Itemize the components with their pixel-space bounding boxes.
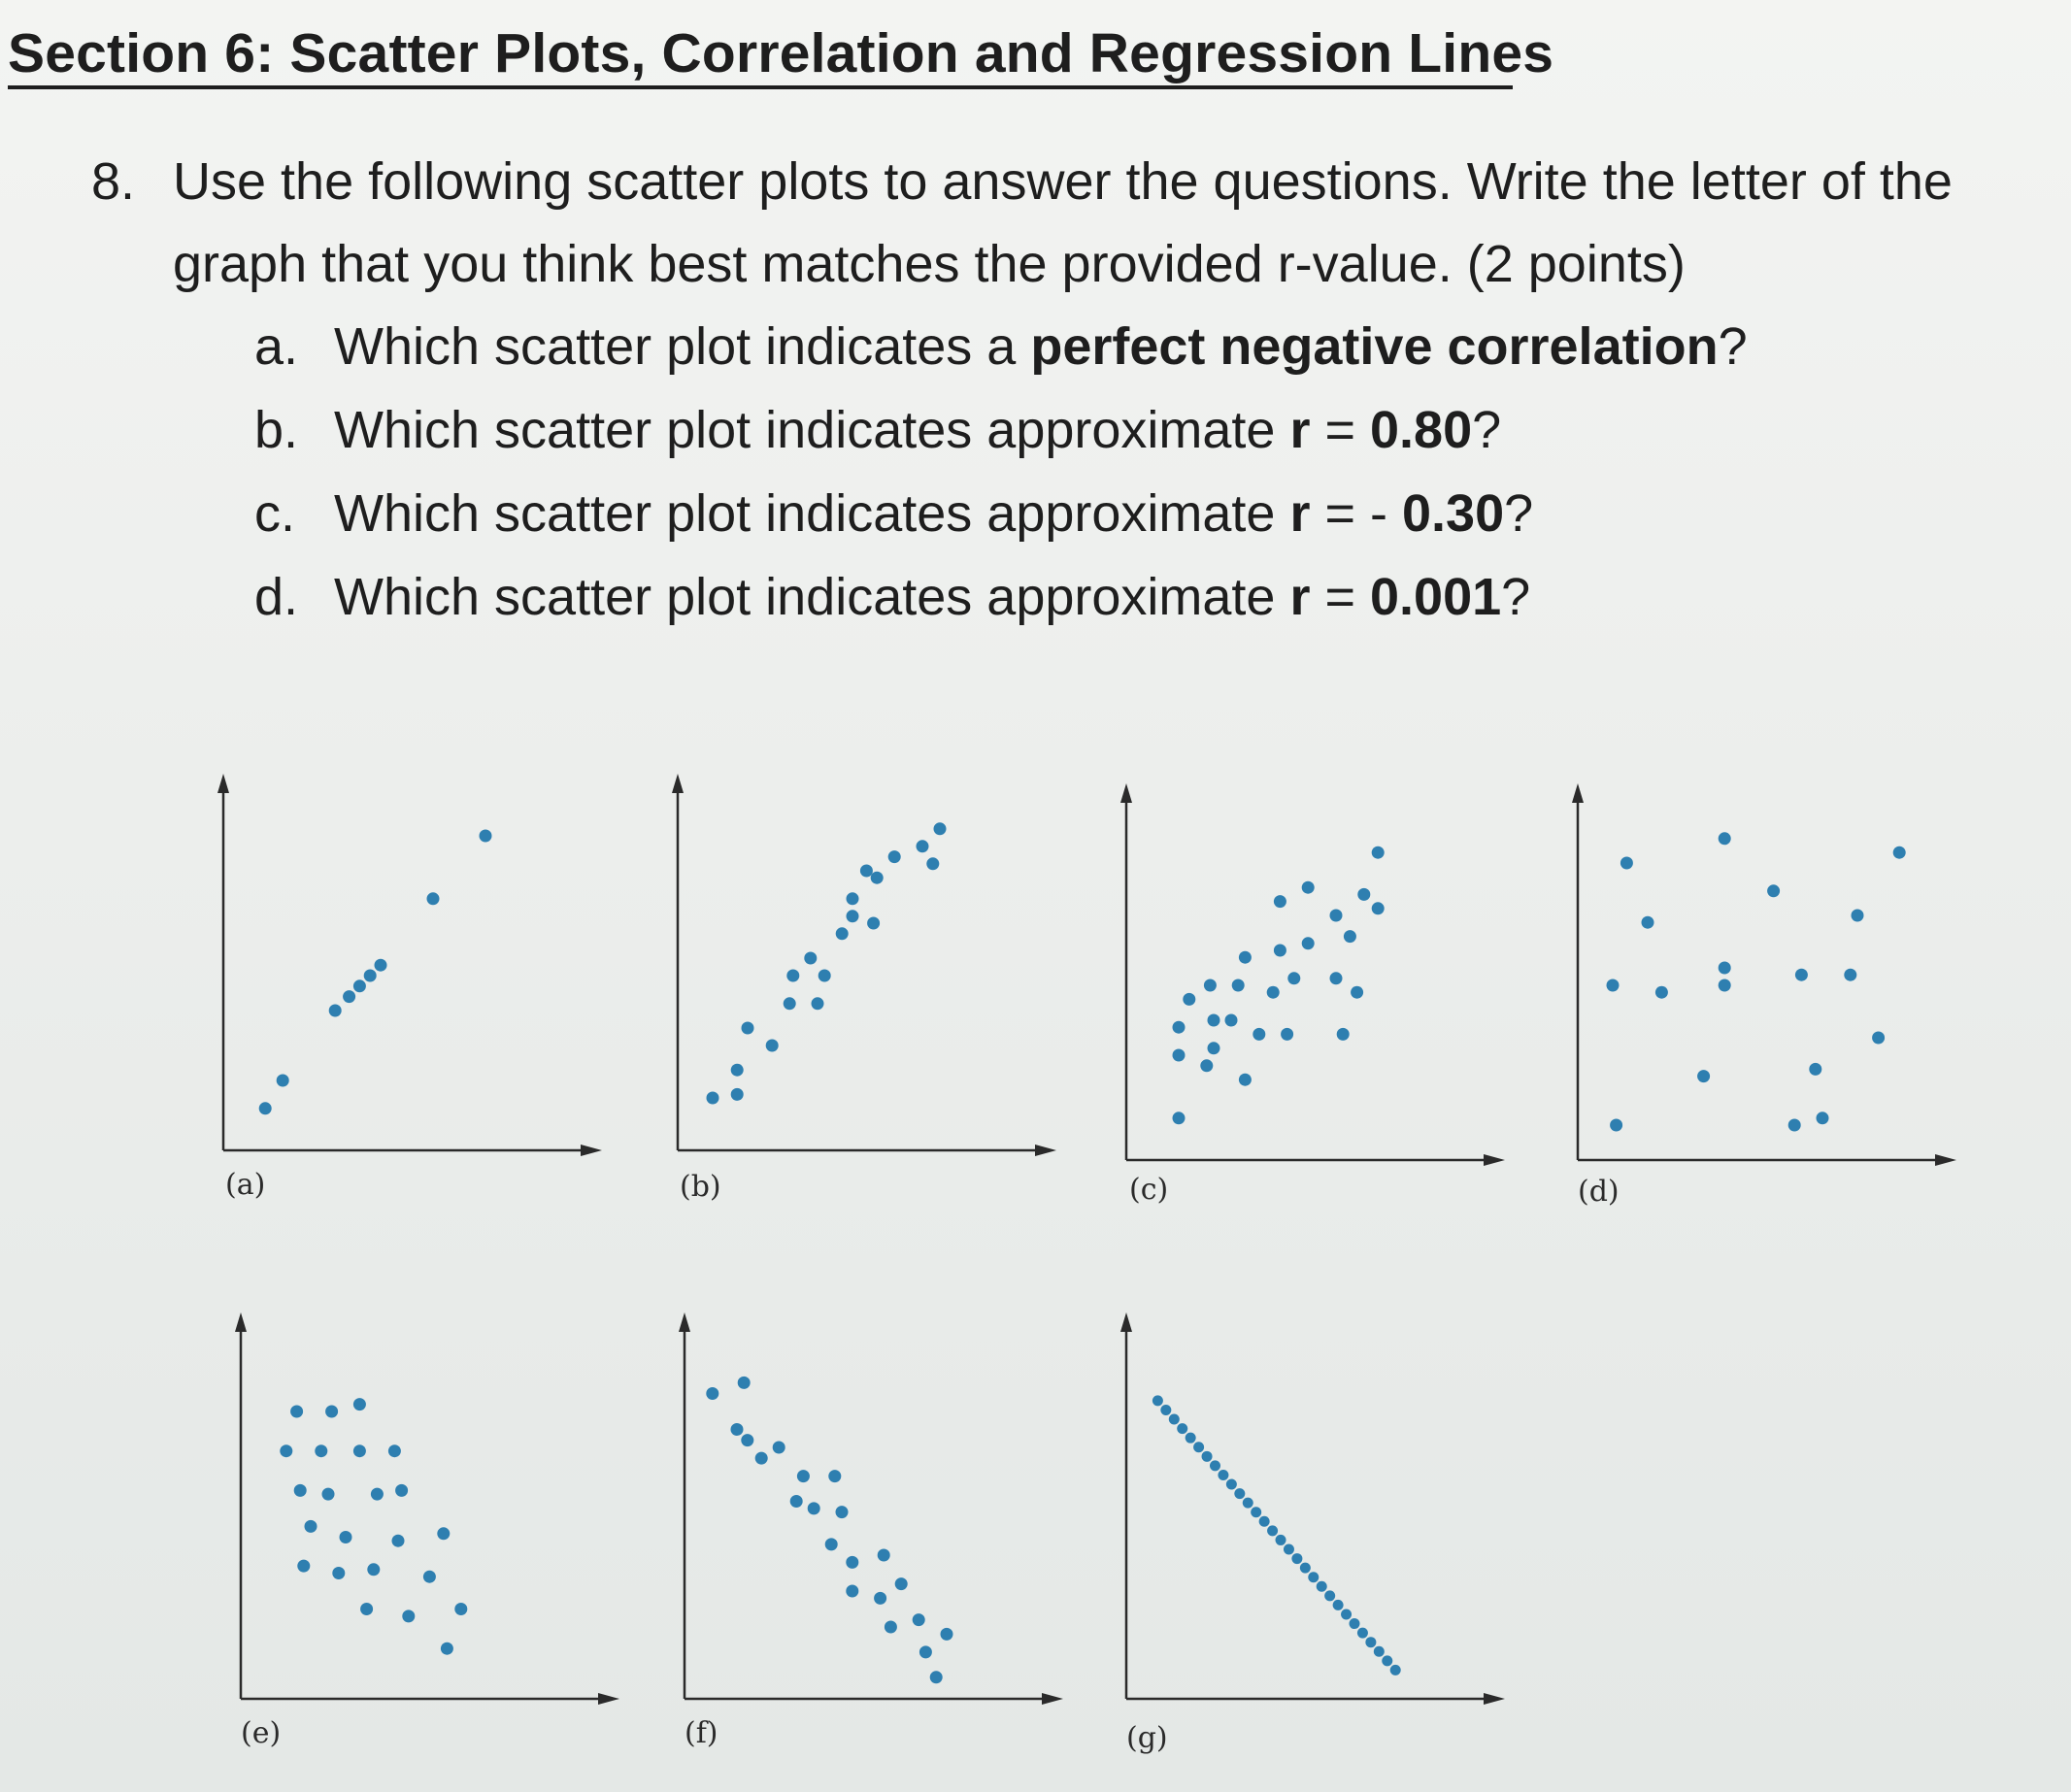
data-point [731, 1064, 744, 1077]
data-point [1317, 1581, 1327, 1592]
data-point [1719, 832, 1731, 845]
data-point [1253, 1028, 1265, 1041]
data-point [1809, 1063, 1821, 1076]
data-point [1372, 902, 1385, 914]
data-point [1719, 979, 1731, 992]
data-point [1202, 1451, 1213, 1462]
data-point [1169, 1414, 1180, 1425]
data-point [1274, 945, 1286, 957]
data-point [294, 1484, 307, 1497]
subquestion-end: ? [1504, 484, 1534, 543]
data-point [1177, 1423, 1187, 1434]
data-point [1620, 857, 1633, 870]
plot-label: (d) [1578, 1175, 1620, 1209]
data-point [1365, 1637, 1376, 1647]
data-point [895, 1577, 908, 1590]
plot-label: (b) [680, 1170, 721, 1204]
data-point [808, 1502, 820, 1514]
data-point [1225, 1014, 1238, 1027]
subquestion-letter: a. [254, 317, 299, 376]
scatter-plot-f [679, 1312, 1063, 1750]
data-point [1697, 1070, 1710, 1082]
data-point [1351, 986, 1363, 999]
data-point [329, 1005, 342, 1017]
x-axis-arrow [1484, 1693, 1505, 1705]
data-point [454, 1603, 467, 1615]
data-point [1291, 1553, 1302, 1564]
data-point [1226, 1479, 1237, 1490]
x-axis-arrow [1042, 1693, 1063, 1705]
data-point [332, 1567, 345, 1579]
data-point [1302, 937, 1315, 949]
data-point [1274, 895, 1286, 908]
data-point [1893, 846, 1906, 859]
subquestion-text: Which scatter plot indicates approximate [334, 484, 1290, 543]
data-point [1210, 1460, 1220, 1471]
data-point [1200, 1059, 1213, 1072]
scatter-plot-c [1120, 783, 1505, 1207]
data-point [1287, 972, 1300, 984]
data-point [1193, 1442, 1204, 1452]
data-point [375, 959, 387, 972]
data-point [1152, 1395, 1163, 1406]
r-value: 0.30 [1402, 484, 1505, 543]
subquestion-letter: b. [254, 401, 299, 459]
data-point [1607, 979, 1620, 992]
data-point [259, 1102, 272, 1114]
data-point [847, 910, 859, 922]
subquestion-letter: c. [254, 484, 296, 543]
data-point [1357, 1628, 1368, 1639]
section-title: Section 6: Scatter Plots, Correlation and Regression Lines [8, 22, 1554, 84]
data-point [1267, 986, 1280, 999]
plot-label: (a) [225, 1168, 266, 1202]
data-point [1642, 916, 1654, 929]
data-point [741, 1434, 753, 1446]
plot-label: (f) [685, 1716, 718, 1750]
data-point [437, 1527, 450, 1540]
r-symbol: r [1289, 568, 1311, 626]
data-point [340, 1531, 352, 1543]
x-axis-arrow [598, 1693, 619, 1705]
data-point [1767, 884, 1780, 897]
data-point [371, 1488, 384, 1501]
subquestion-text: Which scatter plot indicates approximate [334, 568, 1290, 626]
data-point [353, 1444, 366, 1457]
plot-label: (g) [1126, 1721, 1168, 1755]
subquestion-bold: perfect negative correlation [1030, 317, 1719, 376]
data-point [395, 1484, 408, 1497]
data-point [1160, 1405, 1171, 1415]
data-point [364, 970, 377, 982]
subquestion-end: ? [1501, 568, 1531, 626]
r-value: 0.80 [1370, 401, 1473, 459]
data-point [402, 1609, 415, 1622]
data-point [353, 979, 366, 992]
data-point [423, 1571, 436, 1583]
data-point [1239, 1074, 1252, 1086]
data-point [790, 1495, 803, 1508]
data-point [828, 1470, 841, 1482]
data-point [1788, 1119, 1801, 1132]
data-point [1374, 1646, 1385, 1657]
data-point [1610, 1119, 1622, 1132]
data-point [1267, 1525, 1278, 1536]
data-point [913, 1613, 925, 1626]
data-point [1208, 1042, 1220, 1054]
data-point [441, 1643, 453, 1655]
y-axis-arrow [235, 1312, 247, 1332]
subquestion-text: Which scatter plot indicates approximate [334, 401, 1290, 459]
plot-label: (c) [1129, 1173, 1169, 1207]
data-point [731, 1423, 744, 1436]
y-axis-arrow [1120, 1312, 1132, 1332]
data-point [846, 1585, 858, 1598]
scatter-plot-g [1120, 1312, 1505, 1755]
data-point [1330, 972, 1343, 984]
subquestion-end: ? [1472, 401, 1502, 459]
data-point [427, 892, 440, 905]
equals-sign: = [1310, 568, 1371, 626]
data-point [773, 1442, 785, 1454]
data-point [1251, 1507, 1261, 1517]
data-point [1183, 993, 1195, 1006]
scatter-plot-a [217, 774, 602, 1202]
data-point [917, 840, 929, 852]
data-point [1302, 881, 1315, 894]
data-point [1655, 986, 1668, 999]
data-point [860, 865, 873, 878]
data-point [738, 1377, 751, 1389]
data-point [1308, 1572, 1319, 1582]
data-point [280, 1444, 292, 1457]
data-point [1300, 1563, 1311, 1574]
y-axis-arrow [1572, 783, 1584, 803]
scatter-plot-e [235, 1312, 619, 1750]
data-point [766, 1040, 779, 1052]
data-point [480, 830, 492, 843]
data-point [1390, 1665, 1401, 1676]
data-point [1173, 1112, 1186, 1124]
data-point [277, 1075, 289, 1087]
data-point [343, 990, 355, 1003]
data-point [1817, 1112, 1829, 1124]
data-point [871, 872, 884, 884]
data-point [755, 1452, 768, 1465]
scatter-plot-b [672, 774, 1056, 1204]
subquestion-text: Which scatter plot indicates a [334, 317, 1031, 376]
data-point [1357, 888, 1370, 901]
y-axis-arrow [217, 774, 229, 793]
x-axis-arrow [1484, 1154, 1505, 1166]
data-point [305, 1520, 317, 1533]
data-point [847, 892, 859, 905]
data-point [1382, 1655, 1392, 1666]
data-point [1324, 1590, 1335, 1601]
question-number: 8. [91, 152, 136, 211]
data-point [1337, 1028, 1350, 1041]
data-point [934, 822, 947, 835]
data-point [315, 1444, 327, 1457]
data-point [930, 1671, 943, 1683]
data-point [867, 917, 880, 930]
equals-sign: = [1310, 401, 1371, 459]
data-point [322, 1488, 335, 1501]
data-point [1232, 979, 1245, 992]
data-point [297, 1560, 310, 1573]
data-point [707, 1092, 719, 1105]
data-point [1259, 1516, 1270, 1527]
data-point [1844, 969, 1856, 981]
data-point [836, 927, 849, 940]
data-point [1284, 1544, 1294, 1555]
subquestion-letter: d. [254, 568, 299, 626]
data-point [874, 1592, 886, 1605]
data-point [360, 1603, 373, 1615]
r-symbol: r [1289, 401, 1311, 459]
question-line-2: graph that you think best matches the provided r-value. (2 points) [173, 235, 1686, 293]
data-point [392, 1535, 405, 1547]
data-point [836, 1506, 849, 1518]
data-point [742, 1022, 754, 1035]
data-point [353, 1398, 366, 1410]
r-value: 0.001 [1370, 568, 1502, 626]
data-point [1186, 1433, 1196, 1444]
data-point [706, 1387, 718, 1400]
subquestion-end: ? [1718, 317, 1748, 376]
data-point [812, 997, 824, 1010]
data-point [388, 1444, 401, 1457]
data-point [1218, 1470, 1228, 1480]
data-point [1239, 951, 1252, 964]
plot-label: (e) [241, 1716, 282, 1750]
data-point [846, 1556, 858, 1569]
data-point [1276, 1535, 1286, 1545]
data-point [290, 1406, 303, 1418]
data-point [1204, 979, 1217, 992]
data-point [1234, 1488, 1245, 1499]
data-point [797, 1470, 810, 1482]
data-point [1330, 910, 1343, 922]
scatter-plot-d [1572, 783, 1956, 1209]
data-point [1344, 930, 1356, 943]
y-axis-arrow [1120, 783, 1132, 803]
data-point [1333, 1600, 1344, 1610]
data-point [878, 1549, 890, 1562]
data-point [1852, 910, 1864, 922]
data-point [325, 1406, 338, 1418]
data-point [888, 850, 901, 863]
data-point [1349, 1618, 1359, 1629]
x-axis-arrow [581, 1145, 602, 1156]
data-point [1208, 1014, 1220, 1027]
data-point [1372, 846, 1385, 859]
y-axis-arrow [672, 774, 684, 793]
equals-sign: = - [1310, 484, 1402, 543]
x-axis-arrow [1935, 1154, 1956, 1166]
data-point [919, 1645, 932, 1658]
data-point [818, 970, 831, 982]
x-axis-arrow [1035, 1145, 1056, 1156]
data-point [784, 997, 796, 1010]
y-axis-arrow [679, 1312, 690, 1332]
data-point [731, 1088, 744, 1101]
data-point [1795, 969, 1808, 981]
data-point [1173, 1021, 1186, 1034]
data-point [885, 1621, 897, 1634]
data-point [804, 952, 817, 965]
data-point [1341, 1609, 1352, 1619]
data-point [786, 970, 799, 982]
data-point [1872, 1032, 1885, 1045]
data-point [1173, 1049, 1186, 1062]
r-symbol: r [1289, 484, 1311, 543]
data-point [1243, 1498, 1253, 1509]
data-point [367, 1563, 380, 1576]
data-point [926, 857, 939, 870]
data-point [1719, 962, 1731, 975]
data-point [825, 1538, 838, 1550]
data-point [1281, 1028, 1293, 1041]
question-line-1: Use the following scatter plots to answer the questions. Write the letter of the [173, 152, 1953, 211]
data-point [941, 1628, 953, 1641]
